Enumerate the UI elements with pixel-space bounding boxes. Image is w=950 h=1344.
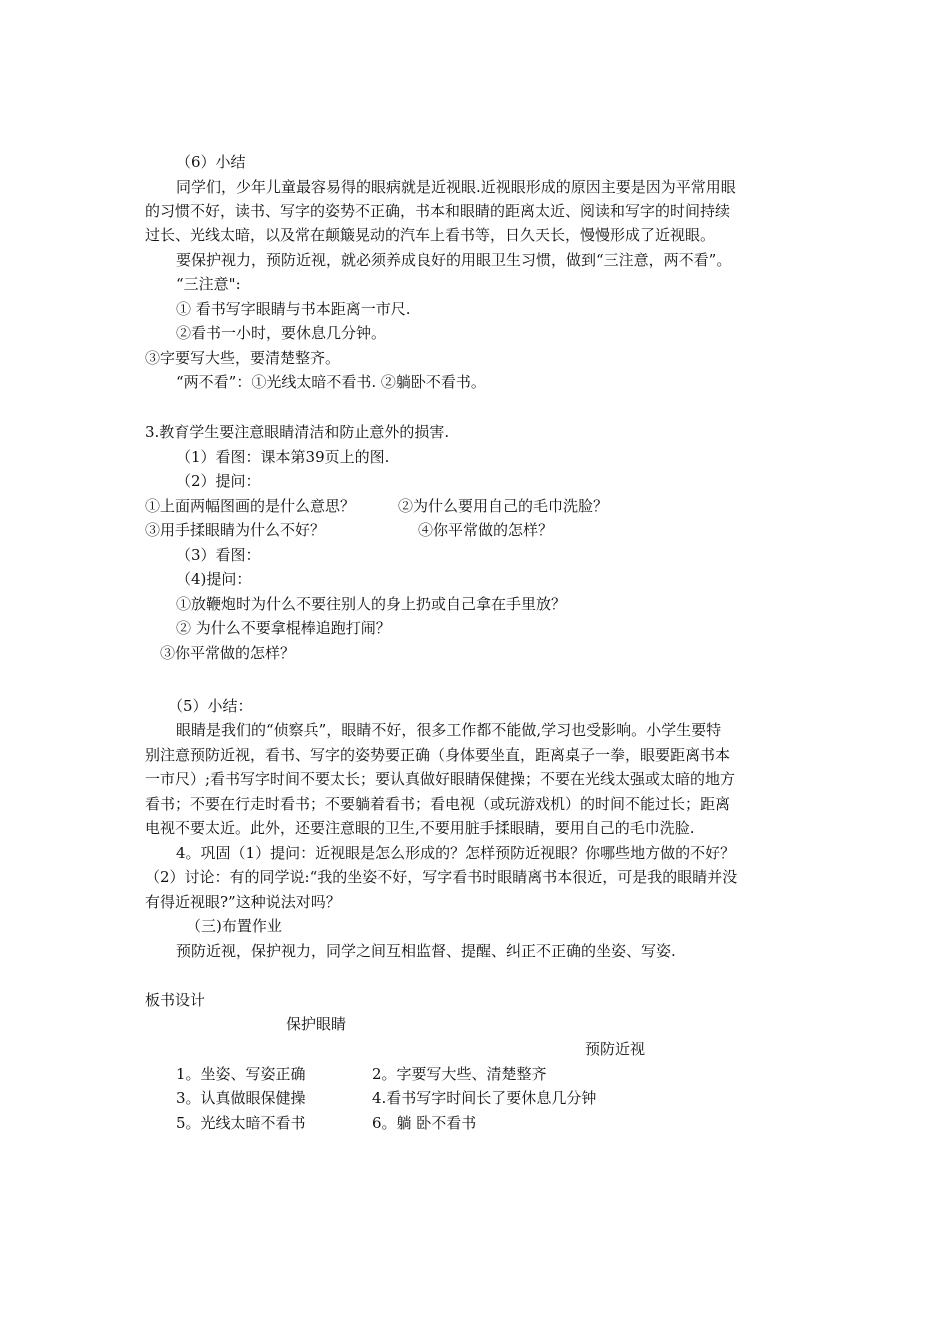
summary-paragraph-line: 的习惯不好，读书、写字的姿势不正确，书本和眼睛的距离太近、阅读和写字的时间持续 bbox=[145, 202, 731, 220]
board-item: 2。字要写大些、清楚整齐 bbox=[372, 1065, 547, 1083]
question-item: ③你平常做的怎样？ bbox=[160, 644, 296, 662]
question-item: ④你平常做的怎样？ bbox=[418, 521, 554, 539]
question-item: ①上面两幅图画的是什么意思？ bbox=[145, 497, 356, 515]
board-item: 6。躺 卧不看书 bbox=[372, 1114, 477, 1132]
summary-5-line: 别注意预防近视，看书、写字的姿势要正确（身体要坐直，距离桌子一拳，眼要距离书本 bbox=[145, 746, 731, 764]
two-no-look: “两不看”：①光线太暗不看书. ②躺卧不看书。 bbox=[176, 373, 486, 391]
summary-paragraph-2: 要保护视力，预防近视，就必须养成良好的用眼卫生习惯，做到“三注意，两不看”。 bbox=[176, 251, 732, 269]
ask-heading-2: （4)提问： bbox=[176, 570, 252, 588]
summary-paragraph-line: 过长、光线太暗，以及常在颠簸晃动的汽车上看书等，日久天长，慢慢形成了近视眼。 bbox=[145, 226, 716, 244]
three-attention-item: ③字要写大些，要清楚整齐。 bbox=[145, 349, 341, 367]
look-figure-1: （1）看图：课本第39页上的图. bbox=[176, 448, 390, 466]
homework-text: 预防近视，保护视力，同学之间互相监督、提醒、纠正不正确的坐姿、写姿. bbox=[176, 942, 676, 960]
question-item: ①放鞭炮时为什么不要往别人的身上扔或自己拿在手里放？ bbox=[176, 595, 567, 613]
board-item: 4.看书写字时间长了要休息几分钟 bbox=[372, 1089, 597, 1107]
consolidate-line: 4。巩固（1）提问：近视眼是怎么形成的？怎样预防近视眼？你哪些地方做的不好？ bbox=[176, 844, 736, 862]
three-attention-item: ②看书一小时，要休息几分钟。 bbox=[176, 324, 387, 342]
look-figure-2: （3）看图： bbox=[176, 546, 261, 564]
question-item: ③用手揉眼睛为什么不好？ bbox=[145, 521, 326, 539]
board-item: 1。坐姿、写姿正确 bbox=[176, 1065, 306, 1083]
summary-5-line: 一市尺）;看书写字时间不要太长；要认真做好眼睛保健操；不要在光线太强或太暗的地方 bbox=[145, 770, 736, 788]
consolidate-line: 有得近视眼?”这种说法对吗？ bbox=[145, 893, 341, 911]
consolidate-line: （2）讨论：有的同学说:“我的坐姿不好，写字看书时眼睛离书本很近，可是我的眼睛并没 bbox=[145, 868, 738, 886]
board-item: 3。认真做眼保健操 bbox=[176, 1089, 306, 1107]
summary-5-line: 看书；不要在行走时看书；不要躺着看书；看电视（或玩游戏机）的时间不能过长；距离 bbox=[145, 795, 731, 813]
homework-heading: （三)布置作业 bbox=[186, 917, 282, 935]
three-attention-item: ① 看书写字眼睛与书本距离一市尺. bbox=[176, 300, 411, 318]
ask-heading-1: （2）提问： bbox=[176, 472, 261, 490]
summary-5-line: 眼睛是我们的“侦察兵”，眼睛不好，很多工作都不能做,学习也受影响。小学生要特 bbox=[176, 721, 722, 739]
summary-paragraph-line: 同学们，少年儿童最容易得的眼病就是近视眼.近视眼形成的原因主要是因为平常用眼 bbox=[176, 178, 736, 196]
board-main-title: 保护眼睛 bbox=[286, 1015, 347, 1033]
board-item: 5。光线太暗不看书 bbox=[176, 1114, 306, 1132]
question-item: ②为什么要用自己的毛巾洗脸？ bbox=[398, 497, 609, 515]
section-three-title: 3.教育学生要注意眼睛清洁和防止意外的损害. bbox=[145, 423, 450, 441]
board-design-title: 板书设计 bbox=[145, 991, 206, 1009]
three-attention-title: “三注意": bbox=[176, 275, 241, 293]
summary-5-line: 电视不要太近。此外，还要注意眼的卫生,不要用脏手揉眼睛，要用自己的毛巾洗脸. bbox=[145, 819, 695, 837]
summary-heading: （6）小结 bbox=[176, 153, 246, 171]
question-item: ② 为什么不要拿棍棒追跑打闹？ bbox=[176, 619, 391, 637]
board-subtitle: 预防近视 bbox=[585, 1040, 646, 1058]
summary-5-heading: （5）小结： bbox=[168, 697, 253, 715]
